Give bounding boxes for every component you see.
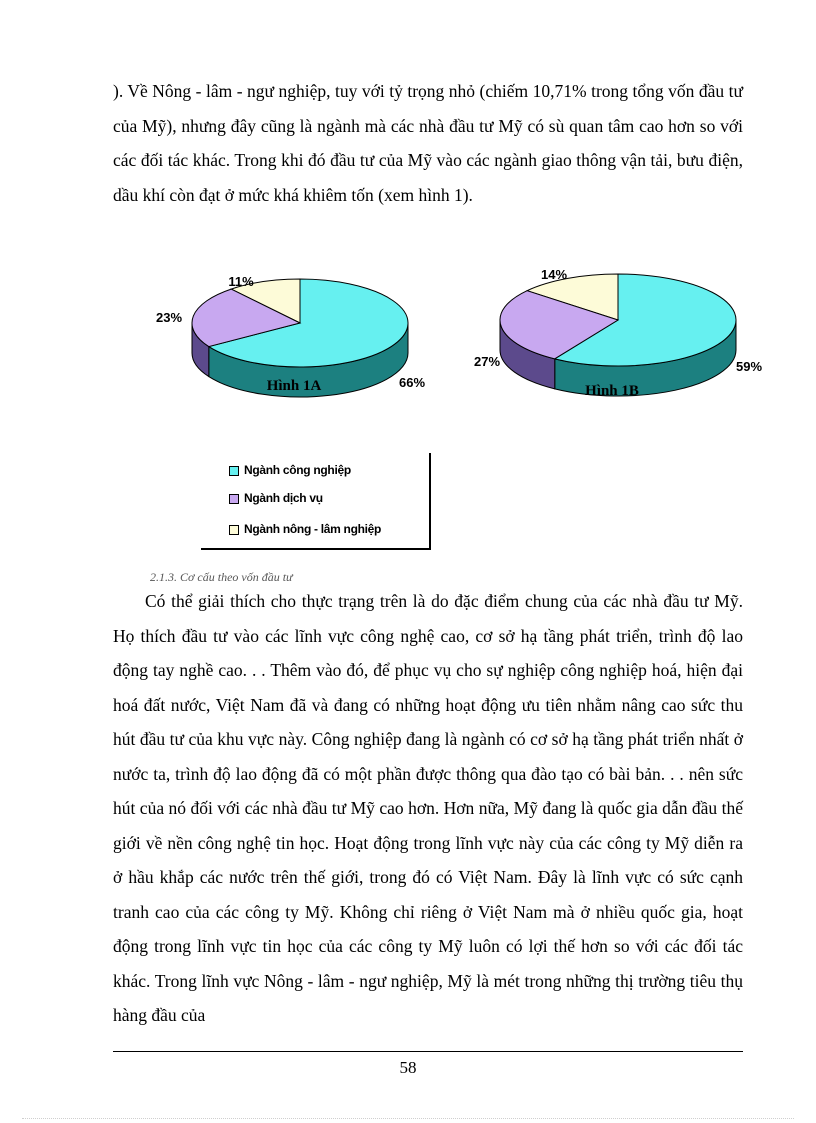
paragraph-main [113,584,743,1033]
paragraph-top: ). Về Nông - lâm - ngư nghiệp, tuy với tỷ trọng nhỏ (chiếm 10,71% trong tổng vốn đầu tư của Mỹ), nhưng đây cũng là ngành mà các nhà đầu tư Mỹ có sù quan tâm cao hơn so với các đối tác khác. Trong khi đó đầu tư của Mỹ vào các ngành giao thông vận tải, bưu điện, dầu khí còn đạt ở mức khá khiêm tốn (xem hình 1). [113,81,743,205]
pie-chart-title: Hình 1B [585,383,639,399]
pie-label-agriculture: 14% [540,267,568,282]
pie-label-industry: 66% [398,375,426,390]
pie-label-agriculture: 11% [228,274,254,289]
footer-rule [113,1051,743,1052]
obscured-heading: 2.1.3. Cơ cấu theo vốn đầu tư [150,570,293,584]
paragraph-main-text: Có thể giải thích cho thực trạng trên là do đặc điểm chung của các nhà đầu tư Mỹ. Họ thích đầu tư vào các lĩnh vực công nghệ cao, cơ sở hạ tầng phát triển, trình độ lao động tay nghề cao. . . Thêm vào đó, để phục vụ cho sự nghiệp công nghiệp hoá, hiện đại hoá đất nước, Việt Nam đã và đang có những hoạt động ưu tiên nhằm nâng cao sức thu hút đầu tư của khu vực này. Công nghiệp đang là ngành có cơ sở hạ tầng phát triển nhất ở nước ta, trình độ lao động đã có một phần được thông qua đào tạo có bài bản. . . nên sức hút của nó đối với các nhà đầu tư Mỹ cao hơn. Hơn nữa, Mỹ đang là quốc gia dẫn đầu thế giới về nền công nghệ tin học. Hoạt động trong lĩnh vực này của các công ty Mỹ diễn ra ở hầu khắp các nước trên thế giới, trong đó có Việt Nam. Đây là lĩnh vực có sức cạnh tranh cao của các công ty Mỹ. Không chỉ riêng ở Việt Nam mà ở nhiều quốc gia, hoạt động trong lĩnh vực tin học của các công ty Mỹ luôn có lợi thế hơn so với các đối tác khác. Trong lĩnh vực Nông - lâm - ngư nghiệp, Mỹ là mét trong những thị trường tiêu thụ hàng đầu của [113,591,743,1025]
legend-item-agriculture [229,522,381,538]
legend-swatch-agriculture [229,525,239,535]
pie-label-service: 23% [155,310,183,325]
page-number: 58 [399,1058,417,1077]
legend-swatch-industry [229,466,239,476]
pie-chart-title: Hình 1A [266,378,322,394]
pie-label-industry: 59% [735,359,763,374]
legend-label-service: Ngành dịch vụ [244,491,323,505]
legend-swatch-service [229,494,239,504]
legend-item-industry [229,463,351,479]
pie-chart-1 [156,274,425,397]
pie-label-service: 27% [473,354,501,369]
legend-label-agriculture: Ngành nông - lâm nghiệp [244,522,382,536]
page-edge [22,1118,794,1119]
pie-chart-2 [474,267,762,399]
legend-item-service [229,491,323,507]
chart-legend [201,453,431,550]
pie-charts [0,255,816,425]
legend-label-industry: Ngành công nghiệp [244,463,351,477]
